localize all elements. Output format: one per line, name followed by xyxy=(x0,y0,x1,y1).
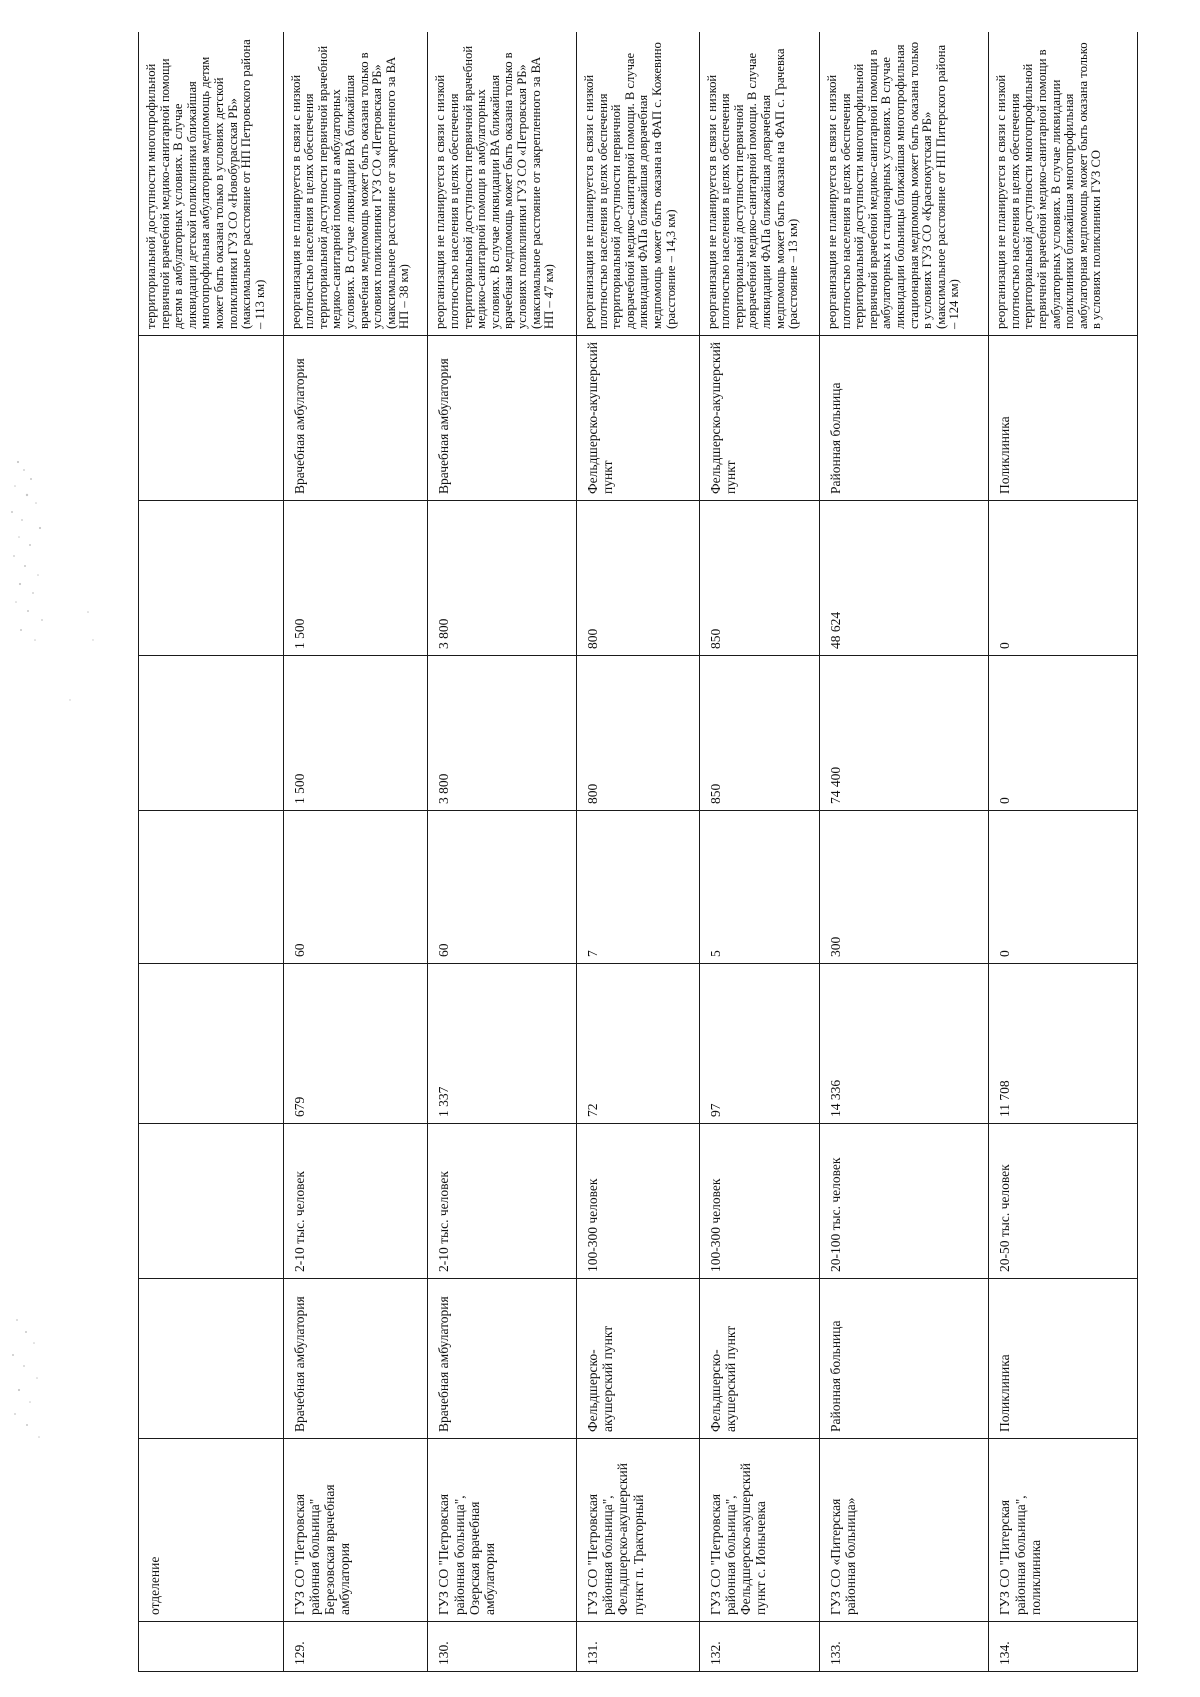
cell-value-3: 850 xyxy=(699,656,819,811)
cell-population-range: 100-300 человек xyxy=(699,1124,819,1279)
facilities-table xyxy=(138,32,1138,1672)
cell-value-4: 48 624 xyxy=(820,501,989,656)
cell-value-4: 800 xyxy=(576,501,699,656)
cell-value-3: 1 500 xyxy=(283,656,428,811)
cell-value-1: 72 xyxy=(576,964,699,1124)
cell-number: 131. xyxy=(576,1622,699,1672)
cell-final-type: Поликлиника xyxy=(989,336,1138,501)
table-row-continued xyxy=(139,32,284,1672)
cell-note: территориальной доступности многопрофильной первичной врачебной медико-санитарной помощи детям в амбулаторных условиях. В случае ликвидации детской поликлиники ближайшая многопрофильная амбулаторная медпомощь детям может быть оказана только в условиях детской поликлиники ГУЗ СО «Новобурасская РБ» (максимальное расстояние от НП Петровского района – 113 км) xyxy=(139,32,284,336)
cell-population-range: 2-10 тыс. человек xyxy=(428,1124,577,1279)
cell-name: отделение xyxy=(139,1439,284,1622)
cell-value-3: 0 xyxy=(989,656,1138,811)
cell-value-1: 14 336 xyxy=(820,964,989,1124)
cell-value-2: 60 xyxy=(428,811,577,964)
cell-value-2: 7 xyxy=(576,811,699,964)
cell-value-3: 800 xyxy=(576,656,699,811)
cell-value-3: 74 400 xyxy=(820,656,989,811)
cell-type: Поликлиника xyxy=(989,1279,1138,1439)
table-row xyxy=(989,32,1138,1672)
cell-note: реорганизация не планируется в связи с низкой плотностью населения в целях обеспечения территориальной доступности многопрофильной первичной врачебной медико-санитарной помощи в амбулаторных условиях. В случае ликвидации поликлиники ближайшая многопрофильная амбулаторная медпомощь может быть оказана только в условиях поликлиники ГУЗ СО xyxy=(989,32,1138,336)
cell-value-3: 3 800 xyxy=(428,656,577,811)
cell-type: Врачебная амбулатория xyxy=(283,1279,428,1439)
cell-note: реорганизация не планируется в связи с низкой плотностью населения в целях обеспечения территориальной доступности многопрофильной первичной врачебной медико-санитарной помощи в амбулаторных и стационарных условиях. В случае ликвидации больницы ближайшая многопрофильная стационарная медпомощь может быть оказана только в условиях ГУЗ СО «Краснокутская РБ» (максимальное расстояние от НП Питерского района – 124 км) xyxy=(820,32,989,336)
cell-type: Фельдшерско-акушерский пункт xyxy=(576,1279,699,1439)
cell-value-1: 11 708 xyxy=(989,964,1138,1124)
document-page xyxy=(138,32,1138,1672)
cell-final-type: Районная больница xyxy=(820,336,989,501)
table-row xyxy=(428,32,577,1672)
cell-number: 132. xyxy=(699,1622,819,1672)
cell-name: ГУЗ СО «Питерская районная больница» xyxy=(820,1439,989,1622)
cell-name: ГУЗ СО "Петровская районная больница", Фельдшерско-акушерский пункт с. Ионычевка xyxy=(699,1439,819,1622)
cell-value-1: 1 337 xyxy=(428,964,577,1124)
cell-type: Врачебная амбулатория xyxy=(428,1279,577,1439)
cell-note: реорганизация не планируется в связи с низкой плотностью населения в целях обеспечения территориальной доступности первичной доврачебной медико-санитарной помощи. В случае ликвидации ФАПа ближайшая доврачебная медпомощь может быть оказана на ФАП с. Грачевка (расстояние – 13 км) xyxy=(699,32,819,336)
cell-value-4: 1 500 xyxy=(283,501,428,656)
cell-final-type: Врачебная амбулатория xyxy=(283,336,428,501)
cell-number: 130. xyxy=(428,1622,577,1672)
cell-value-2: 0 xyxy=(989,811,1138,964)
cell-value-4: 3 800 xyxy=(428,501,577,656)
cell-population-range: 20-50 тыс. человек xyxy=(989,1124,1138,1279)
cell-name: ГУЗ СО "Петровская районная больница", Озерская врачебная амбулатория xyxy=(428,1439,577,1622)
cell-value-2: 300 xyxy=(820,811,989,964)
cell-type: Районная больница xyxy=(820,1279,989,1439)
table-row xyxy=(699,32,819,1672)
cell-note: реорганизация не планируется в связи с низкой плотностью населения в целях обеспечения территориальной доступности первичной врачебной медико-санитарной помощи в амбулаторных условиях. В случае ликвидации ВА ближайшая врачебная медпомощь может быть оказана только в условиях поликлиники ГУЗ СО «Петровская РБ» (максимальное расстояние от закрепленного за ВА НП – 47 км) xyxy=(428,32,577,336)
cell-value-4: 850 xyxy=(699,501,819,656)
cell-note: реорганизация не планируется в связи с низкой плотностью населения в целях обеспечения территориальной доступности первичной доврачебной медико-санитарной помощи. В случае ликвидации ФАПа ближайшая доврачебная медпомощь может быть оказана на ФАП с. Кожевино (расстояние – 14,3 км) xyxy=(576,32,699,336)
table-row xyxy=(576,32,699,1672)
cell-name: ГУЗ СО "Питерская районная больница", поликлиника xyxy=(989,1439,1138,1622)
cell-value-1: 97 xyxy=(699,964,819,1124)
cell-final-type: Врачебная амбулатория xyxy=(428,336,577,501)
cell-value-1: 679 xyxy=(283,964,428,1124)
cell-population-range: 20-100 тыс. человек xyxy=(820,1124,989,1279)
cell-note: реорганизация не планируется в связи с низкой плотностью населения в целях обеспечения территориальной доступности первичной врачебной медико-санитарной помощи в амбулаторных условиях. В случае ликвидации ВА ближайшая врачебная медпомощь может быть оказана только в условиях поликлиники ГУЗ СО «Петровская РБ» (максимальное расстояние от закрепленного за ВА НП – 38 км) xyxy=(283,32,428,336)
cell-final-type: Фельдшерско-акушерский пункт xyxy=(699,336,819,501)
cell-value-2: 5 xyxy=(699,811,819,964)
cell-value-4: 0 xyxy=(989,501,1138,656)
cell-number: 129. xyxy=(283,1622,428,1672)
table-row xyxy=(283,32,428,1672)
cell-name: ГУЗ СО "Петровская районная больница", Фельдшерско-акушерский пункт п. Тракторный xyxy=(576,1439,699,1622)
cell-name: ГУЗ СО "Петровская районная больница" Березовская врачебная амбулатория xyxy=(283,1439,428,1622)
cell-value-2: 60 xyxy=(283,811,428,964)
table-body xyxy=(139,32,1138,1672)
cell-type: Фельдшерско-акушерский пункт xyxy=(699,1279,819,1439)
table-row xyxy=(820,32,989,1672)
cell-number: 133. xyxy=(820,1622,989,1672)
cell-population-range: 2-10 тыс. человек xyxy=(283,1124,428,1279)
cell-population-range: 100-300 человек xyxy=(576,1124,699,1279)
cell-number: 134. xyxy=(989,1622,1138,1672)
cell-final-type: Фельдшерско-акушерский пункт xyxy=(576,336,699,501)
rotated-table-container xyxy=(138,32,1138,1672)
